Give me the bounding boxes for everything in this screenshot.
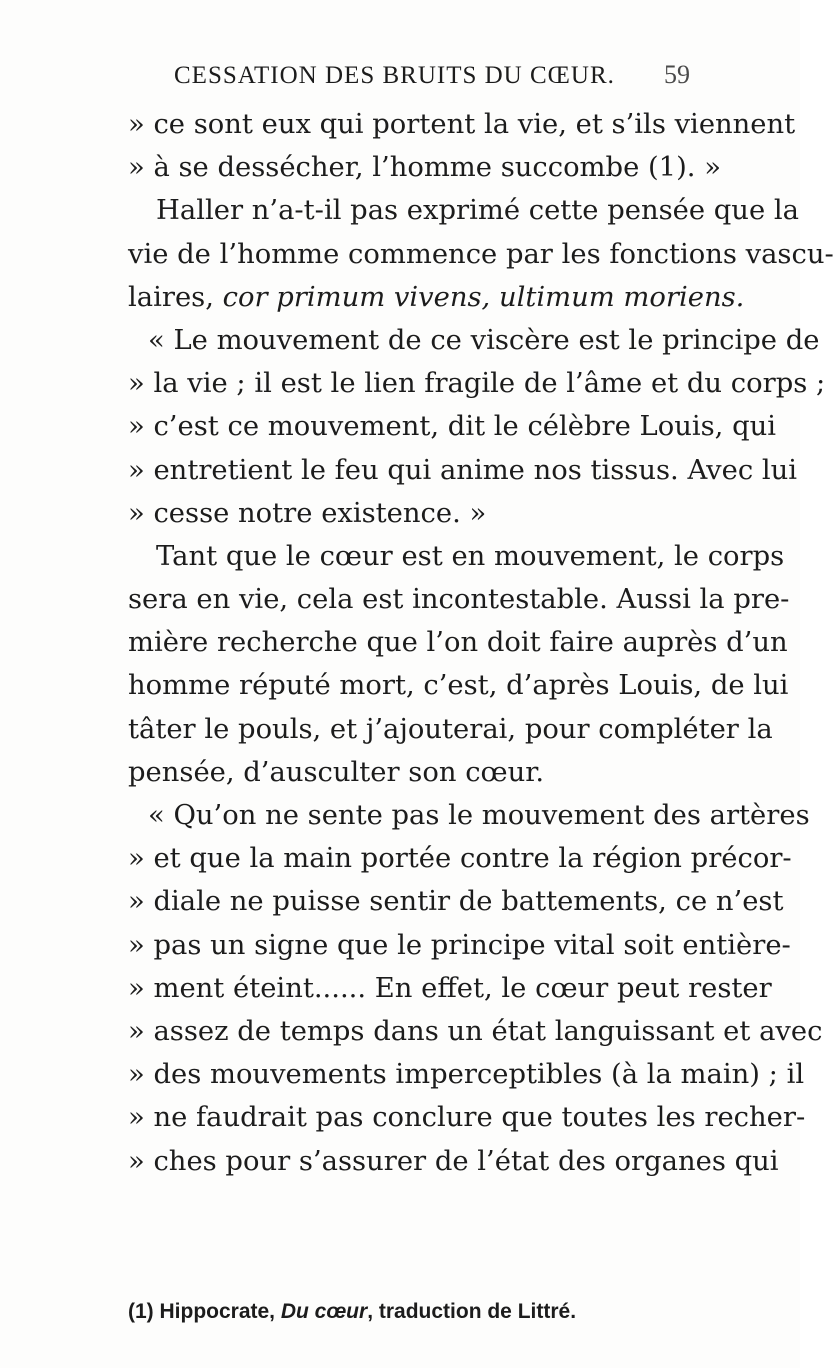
text-line: » la vie ; il est le lien fragile de l’âme et du corps ;: [128, 368, 826, 400]
text-line: sera en vie, cela est incontestable. Aussi la pre-: [128, 584, 790, 616]
text-line: » à se dessécher, l’homme succombe (1). »: [128, 152, 721, 184]
text-line: mière recherche que l’on doit faire auprès d’un: [128, 627, 788, 659]
text-line: » c’est ce mouvement, dit le célèbre Louis, qui: [128, 411, 777, 443]
page-number: 59: [664, 60, 690, 89]
text-line: » assez de temps dans un état languissant et avec: [128, 1015, 823, 1047]
text-line: » diale ne puisse sentir de battements, ce n’est: [128, 886, 784, 918]
text-line: Tant que le cœur est en mouvement, le corps: [156, 540, 785, 572]
text-line: » ne faudrait pas conclure que toutes les recher-: [128, 1102, 806, 1134]
text-line: » des mouvements imperceptibles (à la main) ; il: [128, 1059, 805, 1091]
text-line: » pas un signe que le principe vital soit entière-: [128, 929, 791, 961]
page-header: [140, 58, 690, 98]
text-line: Haller n’a-t-il pas exprimé cette pensée que la: [156, 195, 799, 227]
text-line: vie de l’homme commence par les fonctions vascu-: [128, 238, 834, 270]
text-line: homme réputé mort, c’est, d’après Louis, de lui: [128, 670, 789, 702]
text-line: » entretient le feu qui anime nos tissus. Avec lui: [128, 454, 798, 486]
text-line: » ches pour s’assurer de l’état des organes qui: [128, 1145, 779, 1177]
text-line: » ce sont eux qui portent la vie, et s’ils viennent: [128, 109, 796, 140]
text-line-start: laires,: [128, 281, 223, 313]
text-line: » et que la main portée contre la région précor-: [128, 843, 792, 875]
text-line: tâter le pouls, et j’ajouterai, pour compléter la: [128, 713, 773, 745]
text-line: « Qu’on ne sente pas le mouvement des artères: [148, 800, 810, 831]
text-line: « Le mouvement de ce viscère est le principe de: [148, 324, 820, 356]
running-title: CESSATION DES BRUITS DU CŒUR.: [174, 62, 615, 89]
text-line-with-latin: [128, 276, 745, 319]
text-line: » cesse notre existence. »: [128, 497, 487, 529]
footnote-title: Du cœur: [280, 1300, 368, 1323]
latin-phrase: cor primum vivens, ultimum moriens.: [222, 281, 745, 313]
text-line: pensée, d’ausculter son cœur.: [128, 756, 545, 788]
text-line: » ment éteint...... En effet, le cœur peut rester: [128, 972, 772, 1004]
footnote-rest: , traduction de Littré.: [367, 1300, 577, 1323]
footnote: [128, 1300, 688, 1324]
footnote-marker: (1) Hippocrate,: [128, 1300, 281, 1323]
body-text: [128, 103, 834, 1183]
